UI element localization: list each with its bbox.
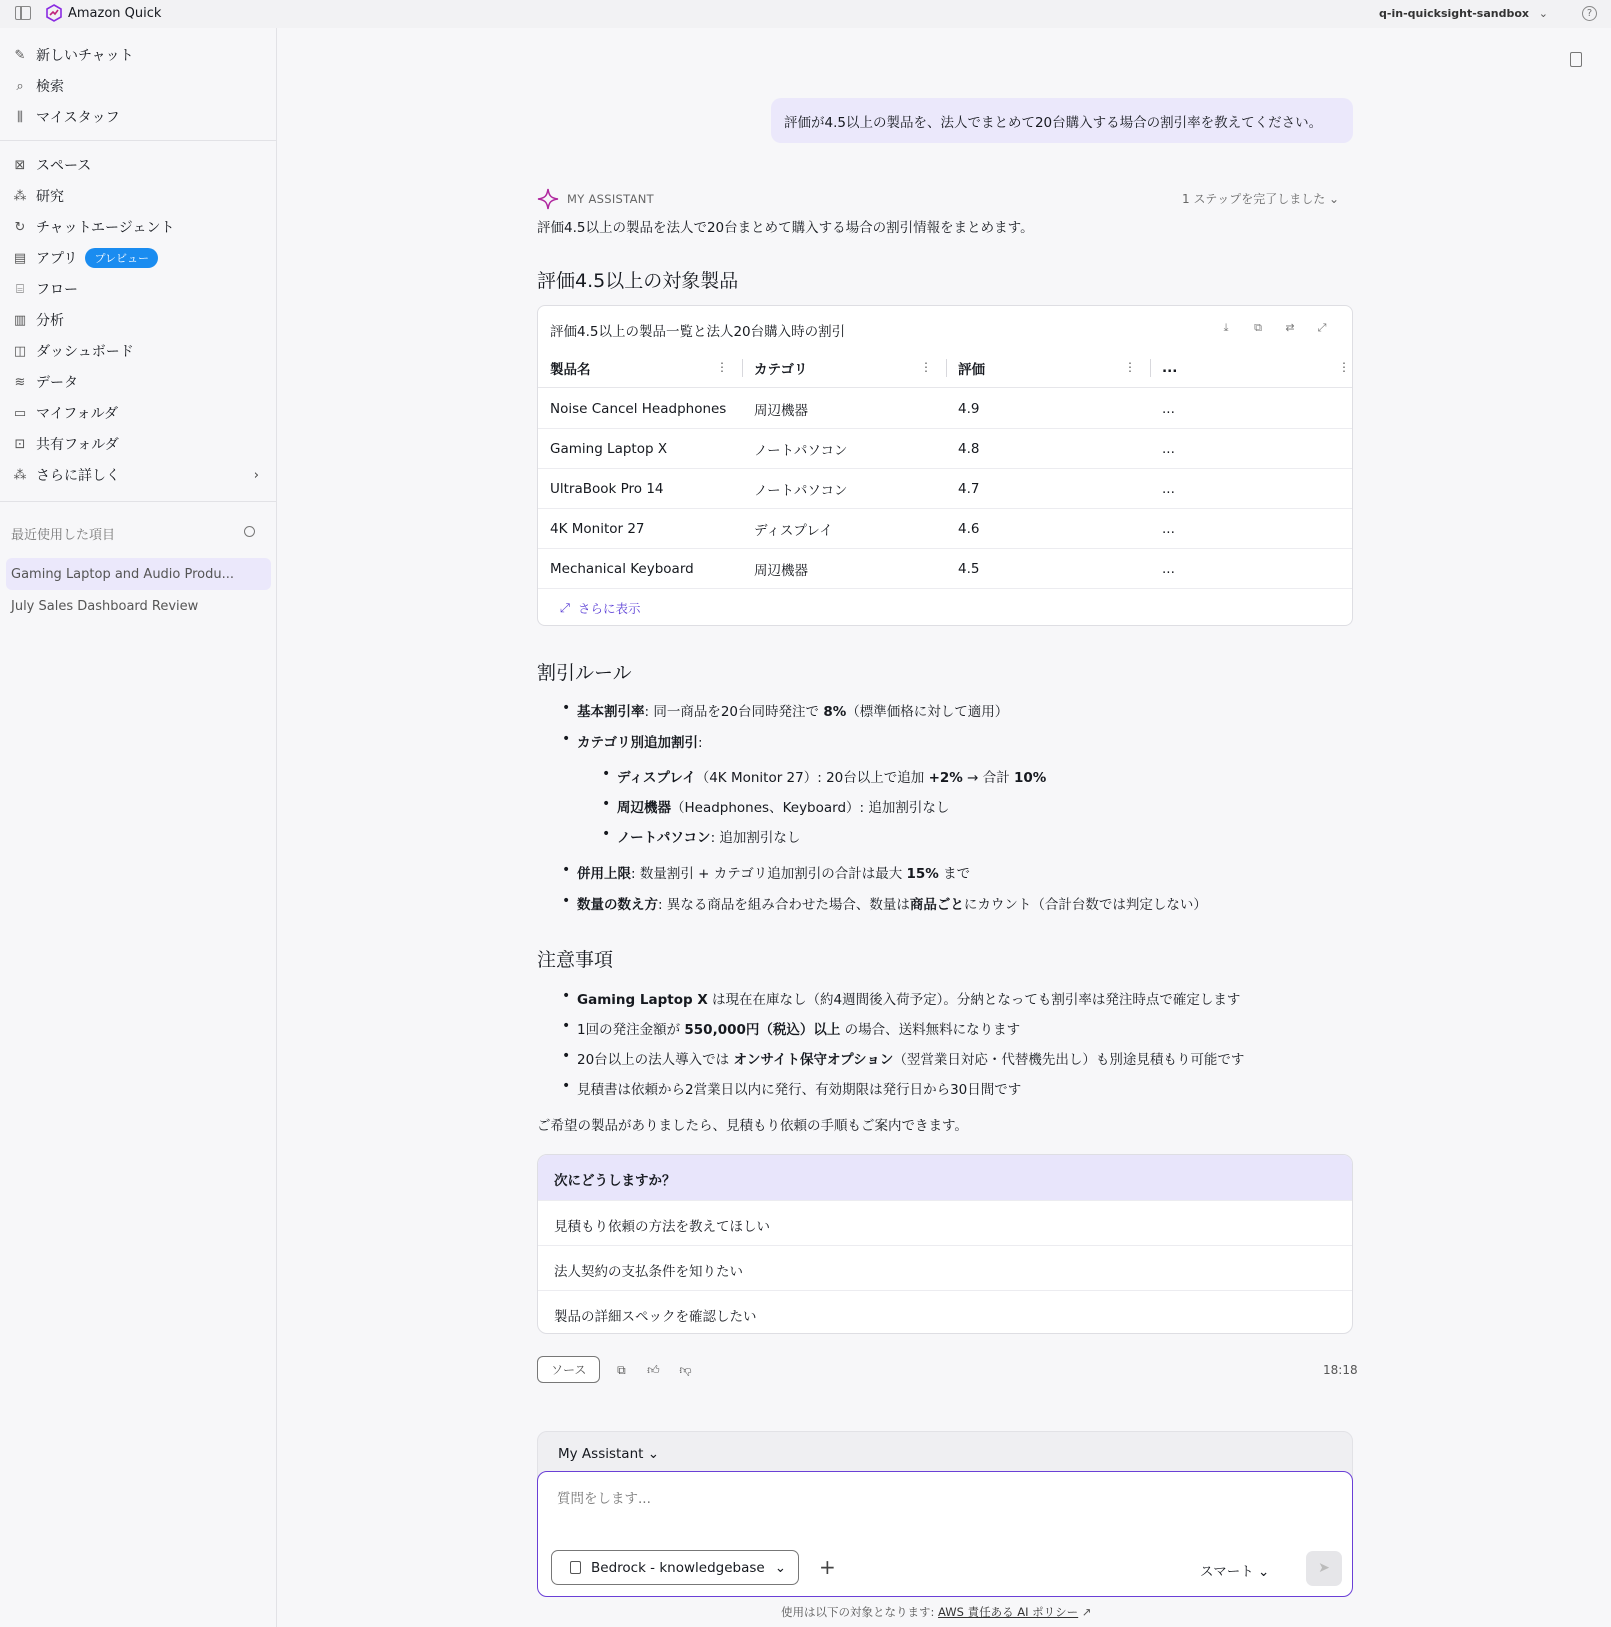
- expand-arrows-icon: ⤢: [560, 600, 571, 615]
- table-caption: 評価4.5以上の製品一覧と法人20台購入時の割引: [550, 324, 846, 340]
- sidebar: [0, 28, 277, 1627]
- sidebar-item-apps[interactable]: [12, 245, 267, 271]
- list-item: • 20台以上の法人導入では オンサイト保守オプション（翌営業日対応・代替機先出し）も別途見積もり可能です: [577, 1048, 1244, 1068]
- chevron-right-icon: ›: [253, 467, 259, 483]
- column-header[interactable]: 製品名: [550, 362, 591, 378]
- sidebar-item-label: マイスタッフ: [36, 110, 120, 126]
- column-header[interactable]: カテゴリ: [754, 362, 808, 378]
- spaces-icon: ⊠: [14, 157, 26, 173]
- table-cell: 4.6: [958, 521, 980, 537]
- assistant-header: [537, 188, 654, 210]
- compose-icon: ✎: [14, 47, 26, 63]
- external-link-icon: ↗: [1081, 1605, 1092, 1619]
- folder-icon: ▭: [13, 405, 27, 421]
- column-separator[interactable]: [742, 359, 743, 377]
- table-cell: ...: [1162, 521, 1175, 537]
- thumbs-up-icon[interactable]: 👍︎: [647, 1362, 660, 1377]
- sidebar-item-my-folder[interactable]: [12, 400, 267, 426]
- recent-item[interactable]: July Sales Dashboard Review: [11, 598, 199, 614]
- sidebar-item-dashboards[interactable]: [12, 338, 267, 364]
- suggestion-item[interactable]: 法人契約の支払条件を知りたい: [538, 1245, 1353, 1290]
- shared-folder-icon: ⊡: [14, 436, 26, 452]
- sidebar-item-flows[interactable]: [12, 276, 267, 302]
- table-cell: 4K Monitor 27: [550, 521, 645, 537]
- flow-icon: ⌸: [16, 281, 24, 297]
- table-cell: ...: [1162, 481, 1175, 497]
- table-cell: Noise Cancel Headphones: [550, 401, 727, 417]
- sidebar-item-new-chat[interactable]: [12, 42, 267, 68]
- knowledgebase-selector[interactable]: [551, 1550, 799, 1585]
- table-cell: ...: [1162, 401, 1175, 417]
- sidebar-item-label: ダッシュボード: [36, 344, 134, 360]
- steps-label: 1 ステップを完了しました: [1182, 192, 1326, 206]
- sidebar-item-research[interactable]: [12, 183, 267, 209]
- list-item: • 見積書は依頼から2営業日以内に発行、有効期限は発行日から30日間です: [577, 1078, 1021, 1098]
- show-more-link[interactable]: [560, 599, 641, 617]
- column-menu-icon[interactable]: ⋮: [716, 360, 728, 374]
- sidebar-item-label: スペース: [36, 158, 92, 174]
- column-separator[interactable]: [946, 359, 947, 377]
- sidebar-item-label: 研究: [36, 189, 64, 205]
- assistant-name: MY ASSISTANT: [567, 192, 654, 206]
- next-steps-card: [537, 1154, 1353, 1334]
- library-icon: ⫼: [17, 109, 23, 125]
- recent-item[interactable]: Gaming Laptop and Audio Produ...: [6, 558, 271, 590]
- sidebar-item-label: 共有フォルダ: [36, 437, 119, 453]
- suggestion-item[interactable]: 見積もり依頼の方法を教えてほしい: [538, 1200, 1353, 1245]
- sidebar-item-shared-folder[interactable]: [12, 431, 267, 457]
- app-title: Amazon Quick: [68, 6, 162, 21]
- sidebar-item-label: データ: [36, 375, 78, 391]
- sparkle-icon: [537, 188, 559, 210]
- recent-search-icon[interactable]: [244, 526, 255, 537]
- ai-policy-link[interactable]: AWS 責任ある AI ポリシー: [938, 1605, 1079, 1619]
- next-steps-title: 次にどうしますか？: [538, 1155, 1353, 1200]
- question-input[interactable]: [557, 1491, 1317, 1507]
- sidebar-item-label: フロー: [36, 282, 78, 298]
- sidebar-item-label: さらに詳しく: [36, 468, 120, 484]
- user-message: 評価が4.5以上の製品を、法人でまとめて20台購入する場合の割引率を教えてください。: [771, 98, 1353, 143]
- recent-header: 最近使用した項目: [11, 528, 116, 543]
- copy-icon[interactable]: ⧉: [1254, 321, 1262, 334]
- message-time: 18:18: [1323, 1363, 1358, 1377]
- sidebar-item-data[interactable]: [12, 369, 267, 395]
- sidebar-item-analysis[interactable]: [12, 307, 267, 333]
- list-item: • ディスプレイ（4K Monitor 27）: 20台以上で追加 +2% → 合計 10%: [617, 766, 1046, 786]
- list-item: • 1回の発注金額が 550,000円（税込）以上 の場合、送料無料になります: [577, 1018, 1020, 1038]
- list-item: • 基本割引率: 同一商品を20台同時発注で 8%（標準価格に対して適用）: [577, 700, 1008, 720]
- document-icon[interactable]: [1570, 52, 1582, 67]
- database-icon: ≋: [14, 374, 26, 390]
- table-row: [538, 509, 1353, 549]
- column-menu-icon[interactable]: ⋮: [1124, 360, 1136, 374]
- section-heading: 注意事項: [537, 949, 614, 971]
- top-bar: [0, 0, 1611, 28]
- sidebar-item-label: チャットエージェント: [36, 220, 175, 236]
- suggestion-item[interactable]: 製品の詳細スペックを確認したい: [538, 1290, 1353, 1334]
- footer-note: 使用は以下の対象となります: AWS 責任ある AI ポリシー ↗: [781, 1605, 1092, 1619]
- section-heading: 割引ルール: [537, 662, 632, 684]
- sidebar-item-label: 分析: [36, 313, 64, 329]
- column-header[interactable]: ...: [1162, 360, 1178, 376]
- add-button[interactable]: +: [819, 1555, 836, 1579]
- steps-toggle[interactable]: [1182, 190, 1339, 207]
- share-icon[interactable]: ⇄: [1285, 321, 1295, 334]
- list-item: • Gaming Laptop X は現在在庫なし（約4週間後入荷予定）。分納となっても割引率は発注時点で確定します: [577, 988, 1240, 1008]
- mode-selector[interactable]: スマート ⌄: [1200, 1564, 1270, 1580]
- copy-icon[interactable]: ⧉: [617, 1362, 626, 1377]
- table-cell: 4.8: [958, 441, 980, 457]
- agent-selector[interactable]: My Assistant ⌄: [558, 1446, 660, 1462]
- list-item: • カテゴリ別追加割引:: [577, 731, 703, 751]
- table-row: [538, 389, 1353, 429]
- sidebar-item-chat-agent[interactable]: [12, 214, 267, 240]
- help-icon[interactable]: ?: [1582, 6, 1597, 21]
- column-separator[interactable]: [1150, 359, 1151, 377]
- send-button[interactable]: ➤: [1306, 1551, 1342, 1586]
- show-more-label: さらに表示: [578, 601, 641, 616]
- sidebar-item-label: マイフォルダ: [36, 406, 119, 422]
- preview-badge: プレビュー: [85, 248, 158, 268]
- expand-icon[interactable]: ⤢: [1317, 321, 1327, 334]
- sidebar-item-label: 新しいチャット: [36, 48, 134, 64]
- list-item: • 数量の数え方: 異なる商品を組み合わせた場合、数量は商品ごとにカウント（合計台数では判定しない）: [577, 893, 1207, 913]
- research-icon: ⁂: [13, 188, 27, 204]
- table-cell: ...: [1162, 441, 1175, 457]
- list-item: • 周辺機器（Headphones、Keyboard）: 追加割引なし: [617, 796, 949, 816]
- table-cell: ディスプレイ: [754, 523, 833, 539]
- app-icon: ▤: [13, 250, 27, 266]
- table-cell: ノートパソコン: [754, 443, 848, 459]
- more-icon: ⁂: [13, 467, 27, 483]
- sidebar-item-label: 検索: [36, 79, 64, 95]
- thumbs-down-icon[interactable]: 👎︎: [679, 1362, 692, 1377]
- table-cell: 4.7: [958, 481, 980, 497]
- analysis-icon: ▥: [13, 312, 27, 328]
- knowledgebase-label: Bedrock - knowledgebase: [591, 1559, 765, 1576]
- sidebar-toggle-icon[interactable]: [15, 6, 31, 20]
- sidebar-item-label: アプリ: [36, 251, 78, 267]
- dashboard-icon: ◫: [13, 343, 27, 359]
- knowledgebase-icon: [570, 1561, 581, 1574]
- sidebar-item-learn-more[interactable]: [12, 462, 267, 488]
- chat-composer: [537, 1471, 1353, 1597]
- assistant-intro: 評価4.5以上の製品を法人で20台まとめて購入する場合の割引情報をまとめます。: [537, 220, 1034, 236]
- section-heading: 評価4.5以上の対象製品: [537, 270, 739, 292]
- table-cell: ...: [1162, 561, 1175, 577]
- chevron-down-icon: ⌄: [1258, 1564, 1270, 1580]
- table-cell: UltraBook Pro 14: [550, 481, 664, 497]
- table-cell: 周辺機器: [754, 563, 808, 579]
- sidebar-item-search[interactable]: [12, 73, 267, 99]
- table-header: [538, 348, 1353, 388]
- divider: [0, 501, 277, 502]
- chevron-down-icon: ⌄: [774, 1559, 787, 1576]
- download-icon[interactable]: ⤓: [1223, 321, 1229, 334]
- sidebar-item-spaces[interactable]: [12, 152, 267, 178]
- account-name[interactable]: q-in-quicksight-sandbox: [1379, 7, 1529, 20]
- message-actions: [537, 1356, 710, 1383]
- table-cell: Mechanical Keyboard: [550, 561, 694, 577]
- table-cell: ノートパソコン: [754, 483, 848, 499]
- table-cell: 4.5: [958, 561, 980, 577]
- column-header[interactable]: 評価: [958, 362, 985, 378]
- divider: [0, 140, 277, 141]
- sidebar-item-my-stuff[interactable]: [12, 104, 267, 130]
- amazon-quick-logo-icon: [45, 4, 63, 22]
- table-cell: Gaming Laptop X: [550, 441, 668, 457]
- chevron-down-icon: ⌄: [647, 1446, 660, 1462]
- chevron-down-icon: ⌄: [1329, 192, 1340, 206]
- table-cell: 周辺機器: [754, 403, 808, 419]
- source-button[interactable]: ソース: [537, 1356, 600, 1383]
- chevron-down-icon[interactable]: ⌄: [1538, 7, 1548, 20]
- list-item: • ノートパソコン: 追加割引なし: [617, 826, 800, 846]
- list-item: • 併用上限: 数量割引 + カテゴリ追加割引の合計は最大 15% まで: [577, 862, 970, 882]
- table-row: [538, 469, 1353, 509]
- agent-icon: ↻: [14, 219, 26, 235]
- closing-text: ご希望の製品がありましたら、見積もり依頼の手順もご案内できます。: [537, 1118, 968, 1134]
- table-row: [538, 549, 1353, 589]
- table-row: [538, 429, 1353, 469]
- column-menu-icon[interactable]: ⋮: [920, 360, 932, 374]
- column-menu-icon[interactable]: ⋮: [1338, 360, 1350, 374]
- search-icon: ⌕: [16, 78, 24, 94]
- product-table: [537, 305, 1353, 626]
- table-cell: 4.9: [958, 401, 980, 417]
